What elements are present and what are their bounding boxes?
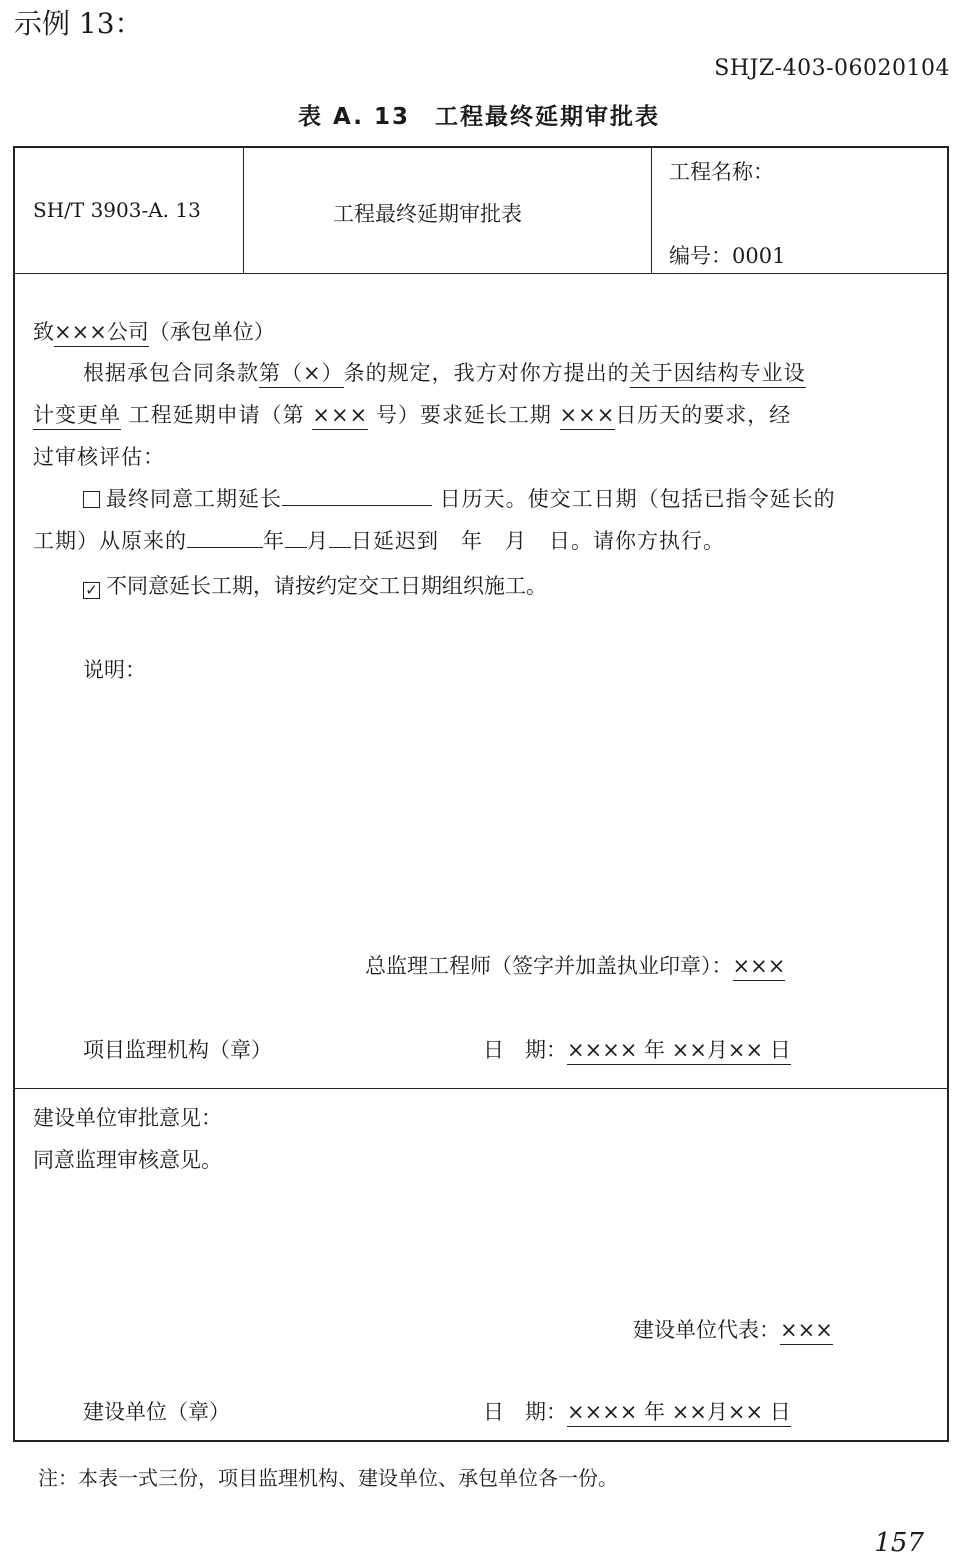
header-col-divider-2 (651, 148, 652, 273)
option-disagree: ✓ 不同意延长工期，请按约定交工日期组织施工。 (83, 570, 547, 600)
supervision-org-label: 项目监理机构（章） (83, 1038, 272, 1062)
document-code: SHJZ-403-06020104 (714, 56, 950, 81)
remark-label: 说明： (83, 658, 146, 682)
number-value: 0001 (732, 244, 786, 268)
owner-unit-label: 建设单位（章） (83, 1400, 230, 1424)
delay-reason: 关于因结构专业设 (630, 361, 806, 388)
agree-checkbox[interactable] (83, 491, 100, 508)
chief-engineer-signature: ××× (733, 954, 786, 981)
number-field (669, 240, 785, 270)
number-label: 编号： (669, 244, 732, 268)
standard-code: SH/T 3903-A. 13 (33, 198, 201, 222)
supervision-date-value: ×××× 年 ××月×× 日 (567, 1038, 791, 1065)
owner-rep-signature: ××× (780, 1318, 833, 1345)
owner-date-line: 日 期：×××× 年 ××月×× 日 (483, 1396, 791, 1426)
requested-days: ××× (560, 403, 616, 430)
header-divider (15, 273, 947, 274)
approval-form-table (13, 146, 949, 1442)
table-title: 表 A. 13 工程最终延期审批表 (298, 104, 660, 130)
contract-clause: 第（×） (259, 361, 344, 388)
option-agree: 最终同意工期延长 日历天。使交工日期（包括已指令延长的 工期）从原来的 年 月 日延迟到 年 月 日。请你方执行。 (33, 487, 836, 553)
form-name: 工程最终延期审批表 (333, 202, 522, 226)
header-col-divider-1 (243, 148, 244, 273)
request-paragraph: 根据承包合同条款第（×）条的规定，我方对你方提出的关于因结构专业设 计变更单 工程延期申请（第 ××× 号）要求延长工期 ×××日历天的要求，经 过审核评估： (33, 361, 806, 469)
disagree-checkbox[interactable]: ✓ (83, 582, 100, 599)
owner-rep-line: 建设单位代表：××× (633, 1314, 833, 1344)
owner-date-value: ×××× 年 ××月×× 日 (567, 1400, 791, 1427)
contractor-name: ×××公司 (54, 320, 149, 347)
example-label: 示例 13： (14, 7, 143, 40)
page-number: 157 (874, 1528, 924, 1558)
chief-engineer-line: 总监理工程师（签字并加盖执业印章）：××× (365, 950, 785, 980)
application-number: ××× (312, 403, 368, 430)
footnote: 注：本表一式三份，项目监理机构、建设单位、承包单位各一份。 (38, 1466, 618, 1490)
addressee-line: 致×××公司（承包单位） (33, 316, 275, 346)
owner-opinion-title: 建设单位审批意见： (33, 1106, 222, 1130)
supervision-date-line: 日 期：×××× 年 ××月×× 日 (483, 1034, 791, 1064)
project-name-label: 工程名称： (669, 160, 774, 184)
owner-opinion-text: 同意监理审核意见。 (33, 1148, 222, 1172)
section-divider (15, 1088, 947, 1089)
